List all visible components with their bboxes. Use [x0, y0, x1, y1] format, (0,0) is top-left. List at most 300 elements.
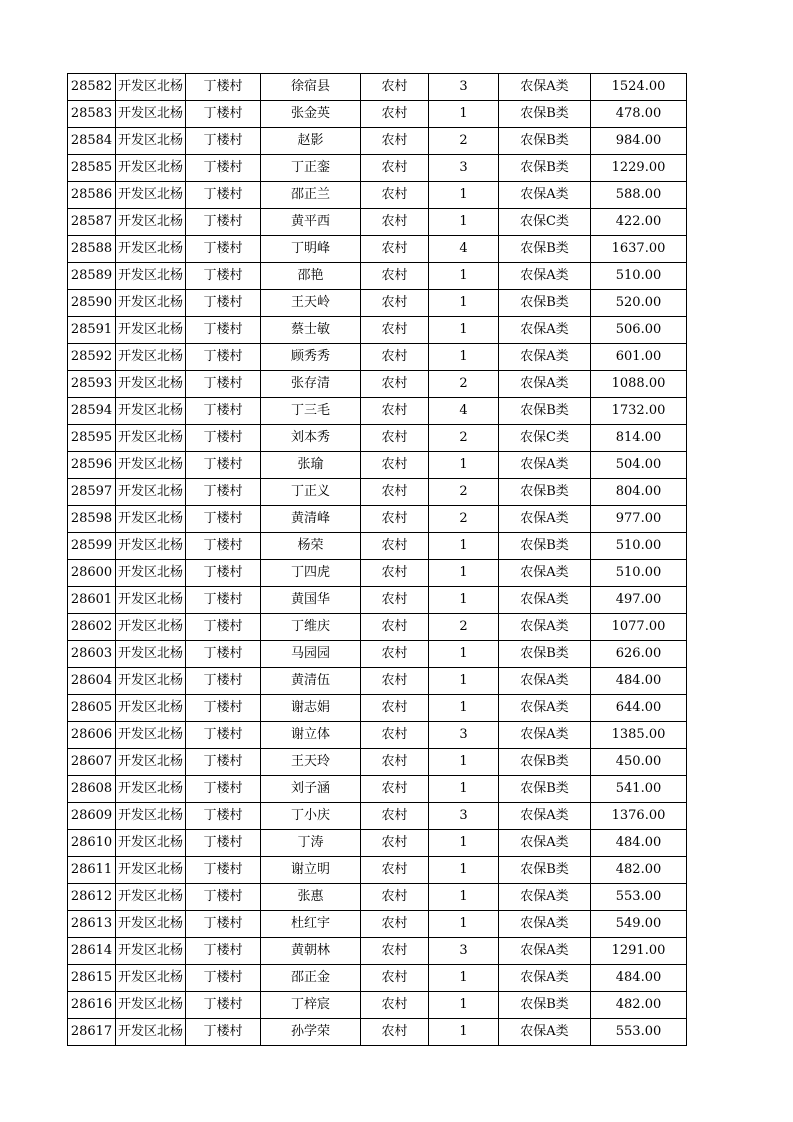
district-cell: 开发区北杨 — [116, 155, 186, 182]
member-count-cell: 1 — [429, 884, 499, 911]
serial-number-cell: 28616 — [68, 992, 116, 1019]
name-cell: 王天玲 — [261, 749, 361, 776]
district-cell: 开发区北杨 — [116, 614, 186, 641]
member-count-cell: 2 — [429, 506, 499, 533]
serial-number-cell: 28587 — [68, 209, 116, 236]
district-cell: 开发区北杨 — [116, 290, 186, 317]
village-cell: 丁楼村 — [186, 344, 261, 371]
insurance-category-cell: 农保A类 — [499, 587, 591, 614]
member-count-cell: 3 — [429, 938, 499, 965]
serial-number-cell: 28602 — [68, 614, 116, 641]
district-cell: 开发区北杨 — [116, 479, 186, 506]
serial-number-cell: 28594 — [68, 398, 116, 425]
district-cell: 开发区北杨 — [116, 884, 186, 911]
insurance-category-cell: 农保A类 — [499, 965, 591, 992]
name-cell: 谢立明 — [261, 857, 361, 884]
amount-cell: 520.00 — [591, 290, 687, 317]
insurance-category-cell: 农保A类 — [499, 668, 591, 695]
insurance-category-cell: 农保C类 — [499, 425, 591, 452]
household-type-cell: 农村 — [361, 587, 429, 614]
district-cell: 开发区北杨 — [116, 857, 186, 884]
village-cell: 丁楼村 — [186, 776, 261, 803]
insurance-category-cell: 农保A类 — [499, 182, 591, 209]
member-count-cell: 2 — [429, 425, 499, 452]
household-type-cell: 农村 — [361, 938, 429, 965]
name-cell: 张存清 — [261, 371, 361, 398]
member-count-cell: 1 — [429, 290, 499, 317]
member-count-cell: 1 — [429, 911, 499, 938]
table-row — [68, 776, 687, 803]
table-row — [68, 938, 687, 965]
household-type-cell: 农村 — [361, 101, 429, 128]
village-cell: 丁楼村 — [186, 290, 261, 317]
member-count-cell: 1 — [429, 182, 499, 209]
name-cell: 邵艳 — [261, 263, 361, 290]
serial-number-cell: 28593 — [68, 371, 116, 398]
amount-cell: 814.00 — [591, 425, 687, 452]
table-row — [68, 182, 687, 209]
insurance-category-cell: 农保B类 — [499, 155, 591, 182]
table-row — [68, 722, 687, 749]
name-cell: 杨荣 — [261, 533, 361, 560]
village-cell: 丁楼村 — [186, 830, 261, 857]
household-type-cell: 农村 — [361, 722, 429, 749]
amount-cell: 484.00 — [591, 830, 687, 857]
household-type-cell: 农村 — [361, 911, 429, 938]
insurance-category-cell: 农保A类 — [499, 830, 591, 857]
member-count-cell: 1 — [429, 209, 499, 236]
district-cell: 开发区北杨 — [116, 587, 186, 614]
village-cell: 丁楼村 — [186, 857, 261, 884]
name-cell: 丁涛 — [261, 830, 361, 857]
village-cell: 丁楼村 — [186, 398, 261, 425]
district-cell: 开发区北杨 — [116, 425, 186, 452]
insurance-category-cell: 农保A类 — [499, 614, 591, 641]
member-count-cell: 1 — [429, 560, 499, 587]
serial-number-cell: 28586 — [68, 182, 116, 209]
household-type-cell: 农村 — [361, 209, 429, 236]
table-row — [68, 614, 687, 641]
village-cell: 丁楼村 — [186, 722, 261, 749]
name-cell: 丁小庆 — [261, 803, 361, 830]
household-type-cell: 农村 — [361, 155, 429, 182]
district-cell: 开发区北杨 — [116, 749, 186, 776]
village-cell: 丁楼村 — [186, 317, 261, 344]
amount-cell: 588.00 — [591, 182, 687, 209]
amount-cell: 504.00 — [591, 452, 687, 479]
village-cell: 丁楼村 — [186, 884, 261, 911]
member-count-cell: 1 — [429, 749, 499, 776]
member-count-cell: 1 — [429, 830, 499, 857]
table-row — [68, 992, 687, 1019]
amount-cell: 1376.00 — [591, 803, 687, 830]
amount-cell: 1524.00 — [591, 74, 687, 101]
member-count-cell: 1 — [429, 857, 499, 884]
table-row — [68, 749, 687, 776]
name-cell: 王天岭 — [261, 290, 361, 317]
insurance-category-cell: 农保A类 — [499, 722, 591, 749]
village-cell: 丁楼村 — [186, 101, 261, 128]
member-count-cell: 1 — [429, 776, 499, 803]
member-count-cell: 3 — [429, 722, 499, 749]
household-type-cell: 农村 — [361, 749, 429, 776]
table-row — [68, 560, 687, 587]
serial-number-cell: 28615 — [68, 965, 116, 992]
member-count-cell: 3 — [429, 155, 499, 182]
member-count-cell: 1 — [429, 263, 499, 290]
amount-cell: 977.00 — [591, 506, 687, 533]
name-cell: 黄国华 — [261, 587, 361, 614]
member-count-cell: 1 — [429, 101, 499, 128]
member-count-cell: 2 — [429, 479, 499, 506]
serial-number-cell: 28608 — [68, 776, 116, 803]
name-cell: 黄朝林 — [261, 938, 361, 965]
amount-cell: 478.00 — [591, 101, 687, 128]
name-cell: 顾秀秀 — [261, 344, 361, 371]
member-count-cell: 1 — [429, 668, 499, 695]
district-cell: 开发区北杨 — [116, 101, 186, 128]
name-cell: 杜红宇 — [261, 911, 361, 938]
serial-number-cell: 28609 — [68, 803, 116, 830]
table-row — [68, 452, 687, 479]
village-cell: 丁楼村 — [186, 587, 261, 614]
village-cell: 丁楼村 — [186, 182, 261, 209]
table-row — [68, 668, 687, 695]
household-type-cell: 农村 — [361, 236, 429, 263]
district-cell: 开发区北杨 — [116, 560, 186, 587]
village-cell: 丁楼村 — [186, 533, 261, 560]
name-cell: 谢志娟 — [261, 695, 361, 722]
member-count-cell: 4 — [429, 398, 499, 425]
table-row — [68, 533, 687, 560]
insurance-category-cell: 农保B类 — [499, 641, 591, 668]
name-cell: 赵影 — [261, 128, 361, 155]
name-cell: 丁正义 — [261, 479, 361, 506]
serial-number-cell: 28611 — [68, 857, 116, 884]
district-cell: 开发区北杨 — [116, 695, 186, 722]
insurance-category-cell: 农保B类 — [499, 290, 591, 317]
household-type-cell: 农村 — [361, 263, 429, 290]
member-count-cell: 4 — [429, 236, 499, 263]
village-cell: 丁楼村 — [186, 749, 261, 776]
amount-cell: 510.00 — [591, 533, 687, 560]
serial-number-cell: 28598 — [68, 506, 116, 533]
district-cell: 开发区北杨 — [116, 533, 186, 560]
district-cell: 开发区北杨 — [116, 263, 186, 290]
table-row — [68, 263, 687, 290]
insurance-category-cell: 农保A类 — [499, 263, 591, 290]
insurance-category-cell: 农保A类 — [499, 371, 591, 398]
village-cell: 丁楼村 — [186, 1019, 261, 1046]
amount-cell: 1732.00 — [591, 398, 687, 425]
serial-number-cell: 28613 — [68, 911, 116, 938]
insurance-category-cell: 农保A类 — [499, 452, 591, 479]
name-cell: 丁四虎 — [261, 560, 361, 587]
household-type-cell: 农村 — [361, 857, 429, 884]
name-cell: 张瑜 — [261, 452, 361, 479]
district-cell: 开发区北杨 — [116, 668, 186, 695]
household-type-cell: 农村 — [361, 668, 429, 695]
insurance-category-cell: 农保A类 — [499, 1019, 591, 1046]
name-cell: 孙学荣 — [261, 1019, 361, 1046]
household-type-cell: 农村 — [361, 344, 429, 371]
amount-cell: 484.00 — [591, 965, 687, 992]
table-row — [68, 1019, 687, 1046]
member-count-cell: 1 — [429, 992, 499, 1019]
name-cell: 丁维庆 — [261, 614, 361, 641]
district-cell: 开发区北杨 — [116, 209, 186, 236]
district-cell: 开发区北杨 — [116, 938, 186, 965]
serial-number-cell: 28603 — [68, 641, 116, 668]
district-cell: 开发区北杨 — [116, 398, 186, 425]
table-row — [68, 506, 687, 533]
village-cell: 丁楼村 — [186, 695, 261, 722]
insurance-category-cell: 农保B类 — [499, 533, 591, 560]
member-count-cell: 1 — [429, 695, 499, 722]
serial-number-cell: 28590 — [68, 290, 116, 317]
household-type-cell: 农村 — [361, 398, 429, 425]
table-row — [68, 128, 687, 155]
district-cell: 开发区北杨 — [116, 803, 186, 830]
table-row — [68, 641, 687, 668]
serial-number-cell: 28614 — [68, 938, 116, 965]
household-type-cell: 农村 — [361, 425, 429, 452]
name-cell: 谢立体 — [261, 722, 361, 749]
member-count-cell: 3 — [429, 803, 499, 830]
amount-cell: 506.00 — [591, 317, 687, 344]
household-type-cell: 农村 — [361, 641, 429, 668]
member-count-cell: 2 — [429, 614, 499, 641]
name-cell: 蔡士敏 — [261, 317, 361, 344]
insurance-category-cell: 农保A类 — [499, 884, 591, 911]
village-cell: 丁楼村 — [186, 668, 261, 695]
table-row — [68, 371, 687, 398]
table-row — [68, 587, 687, 614]
village-cell: 丁楼村 — [186, 560, 261, 587]
table-row — [68, 479, 687, 506]
village-cell: 丁楼村 — [186, 965, 261, 992]
household-type-cell: 农村 — [361, 128, 429, 155]
amount-cell: 482.00 — [591, 992, 687, 1019]
table-row — [68, 398, 687, 425]
insurance-category-cell: 农保A类 — [499, 695, 591, 722]
village-cell: 丁楼村 — [186, 209, 261, 236]
serial-number-cell: 28583 — [68, 101, 116, 128]
serial-number-cell: 28588 — [68, 236, 116, 263]
district-cell: 开发区北杨 — [116, 128, 186, 155]
insurance-category-cell: 农保B类 — [499, 128, 591, 155]
district-cell: 开发区北杨 — [116, 452, 186, 479]
insurance-category-cell: 农保A类 — [499, 560, 591, 587]
amount-cell: 1088.00 — [591, 371, 687, 398]
amount-cell: 644.00 — [591, 695, 687, 722]
amount-cell: 804.00 — [591, 479, 687, 506]
name-cell: 丁明峰 — [261, 236, 361, 263]
village-cell: 丁楼村 — [186, 74, 261, 101]
insurance-category-cell: 农保B类 — [499, 236, 591, 263]
insurance-category-cell: 农保A类 — [499, 506, 591, 533]
district-cell: 开发区北杨 — [116, 344, 186, 371]
name-cell: 丁梓宸 — [261, 992, 361, 1019]
village-cell: 丁楼村 — [186, 938, 261, 965]
insurance-category-cell: 农保A类 — [499, 803, 591, 830]
table-row — [68, 155, 687, 182]
village-cell: 丁楼村 — [186, 155, 261, 182]
table-row — [68, 425, 687, 452]
name-cell: 邵正金 — [261, 965, 361, 992]
amount-cell: 541.00 — [591, 776, 687, 803]
table-row — [68, 236, 687, 263]
serial-number-cell: 28591 — [68, 317, 116, 344]
member-count-cell: 1 — [429, 641, 499, 668]
table-row — [68, 317, 687, 344]
household-type-cell: 农村 — [361, 992, 429, 1019]
insurance-category-cell: 农保A类 — [499, 938, 591, 965]
village-cell: 丁楼村 — [186, 236, 261, 263]
village-cell: 丁楼村 — [186, 371, 261, 398]
amount-cell: 1385.00 — [591, 722, 687, 749]
amount-cell: 510.00 — [591, 263, 687, 290]
amount-cell: 1637.00 — [591, 236, 687, 263]
serial-number-cell: 28604 — [68, 668, 116, 695]
household-type-cell: 农村 — [361, 290, 429, 317]
table-row — [68, 884, 687, 911]
serial-number-cell: 28605 — [68, 695, 116, 722]
table-row — [68, 101, 687, 128]
household-type-cell: 农村 — [361, 182, 429, 209]
district-cell: 开发区北杨 — [116, 965, 186, 992]
amount-cell: 497.00 — [591, 587, 687, 614]
amount-cell: 549.00 — [591, 911, 687, 938]
district-cell: 开发区北杨 — [116, 1019, 186, 1046]
household-type-cell: 农村 — [361, 965, 429, 992]
insurance-category-cell: 农保B类 — [499, 992, 591, 1019]
district-cell: 开发区北杨 — [116, 911, 186, 938]
name-cell: 马园园 — [261, 641, 361, 668]
district-cell: 开发区北杨 — [116, 74, 186, 101]
amount-cell: 1077.00 — [591, 614, 687, 641]
amount-cell: 1229.00 — [591, 155, 687, 182]
village-cell: 丁楼村 — [186, 452, 261, 479]
serial-number-cell: 28595 — [68, 425, 116, 452]
table-row — [68, 803, 687, 830]
insurance-category-cell: 农保A类 — [499, 74, 591, 101]
name-cell: 丁三毛 — [261, 398, 361, 425]
name-cell: 黄清峰 — [261, 506, 361, 533]
serial-number-cell: 28592 — [68, 344, 116, 371]
household-type-cell: 农村 — [361, 614, 429, 641]
household-type-cell: 农村 — [361, 830, 429, 857]
amount-cell: 510.00 — [591, 560, 687, 587]
insurance-category-cell: 农保B类 — [499, 776, 591, 803]
household-type-cell: 农村 — [361, 479, 429, 506]
serial-number-cell: 28610 — [68, 830, 116, 857]
table-row — [68, 209, 687, 236]
serial-number-cell: 28596 — [68, 452, 116, 479]
table-row — [68, 857, 687, 884]
household-type-cell: 农村 — [361, 317, 429, 344]
member-count-cell: 2 — [429, 128, 499, 155]
insurance-category-cell: 农保A类 — [499, 911, 591, 938]
member-count-cell: 1 — [429, 533, 499, 560]
household-type-cell: 农村 — [361, 560, 429, 587]
district-cell: 开发区北杨 — [116, 182, 186, 209]
table-row — [68, 965, 687, 992]
serial-number-cell: 28584 — [68, 128, 116, 155]
member-count-cell: 1 — [429, 317, 499, 344]
village-cell: 丁楼村 — [186, 641, 261, 668]
village-cell: 丁楼村 — [186, 992, 261, 1019]
table-row — [68, 74, 687, 101]
member-count-cell: 1 — [429, 587, 499, 614]
amount-cell: 601.00 — [591, 344, 687, 371]
insurance-category-cell: 农保B类 — [499, 398, 591, 425]
household-type-cell: 农村 — [361, 803, 429, 830]
district-cell: 开发区北杨 — [116, 776, 186, 803]
insurance-category-cell: 农保B类 — [499, 479, 591, 506]
table-row — [68, 695, 687, 722]
household-type-cell: 农村 — [361, 371, 429, 398]
household-type-cell: 农村 — [361, 776, 429, 803]
beneficiary-table — [67, 73, 687, 1046]
table-row — [68, 911, 687, 938]
name-cell: 张惠 — [261, 884, 361, 911]
name-cell: 丁正銮 — [261, 155, 361, 182]
amount-cell: 484.00 — [591, 668, 687, 695]
amount-cell: 482.00 — [591, 857, 687, 884]
household-type-cell: 农村 — [361, 533, 429, 560]
member-count-cell: 1 — [429, 1019, 499, 1046]
serial-number-cell: 28582 — [68, 74, 116, 101]
district-cell: 开发区北杨 — [116, 830, 186, 857]
name-cell: 邵正兰 — [261, 182, 361, 209]
member-count-cell: 2 — [429, 371, 499, 398]
serial-number-cell: 28597 — [68, 479, 116, 506]
district-cell: 开发区北杨 — [116, 317, 186, 344]
name-cell: 黄平西 — [261, 209, 361, 236]
name-cell: 刘本秀 — [261, 425, 361, 452]
insurance-category-cell: 农保C类 — [499, 209, 591, 236]
district-cell: 开发区北杨 — [116, 371, 186, 398]
serial-number-cell: 28600 — [68, 560, 116, 587]
name-cell: 刘子涵 — [261, 776, 361, 803]
insurance-category-cell: 农保B类 — [499, 101, 591, 128]
district-cell: 开发区北杨 — [116, 506, 186, 533]
name-cell: 徐宿县 — [261, 74, 361, 101]
serial-number-cell: 28585 — [68, 155, 116, 182]
insurance-category-cell: 农保B类 — [499, 857, 591, 884]
district-cell: 开发区北杨 — [116, 236, 186, 263]
village-cell: 丁楼村 — [186, 506, 261, 533]
insurance-category-cell: 农保A类 — [499, 317, 591, 344]
village-cell: 丁楼村 — [186, 479, 261, 506]
member-count-cell: 1 — [429, 965, 499, 992]
name-cell: 黄清伍 — [261, 668, 361, 695]
serial-number-cell: 28612 — [68, 884, 116, 911]
household-type-cell: 农村 — [361, 452, 429, 479]
village-cell: 丁楼村 — [186, 614, 261, 641]
village-cell: 丁楼村 — [186, 911, 261, 938]
village-cell: 丁楼村 — [186, 263, 261, 290]
household-type-cell: 农村 — [361, 695, 429, 722]
table-row — [68, 290, 687, 317]
serial-number-cell: 28601 — [68, 587, 116, 614]
table-row — [68, 344, 687, 371]
household-type-cell: 农村 — [361, 1019, 429, 1046]
amount-cell: 626.00 — [591, 641, 687, 668]
insurance-category-cell: 农保A类 — [499, 344, 591, 371]
amount-cell: 553.00 — [591, 1019, 687, 1046]
